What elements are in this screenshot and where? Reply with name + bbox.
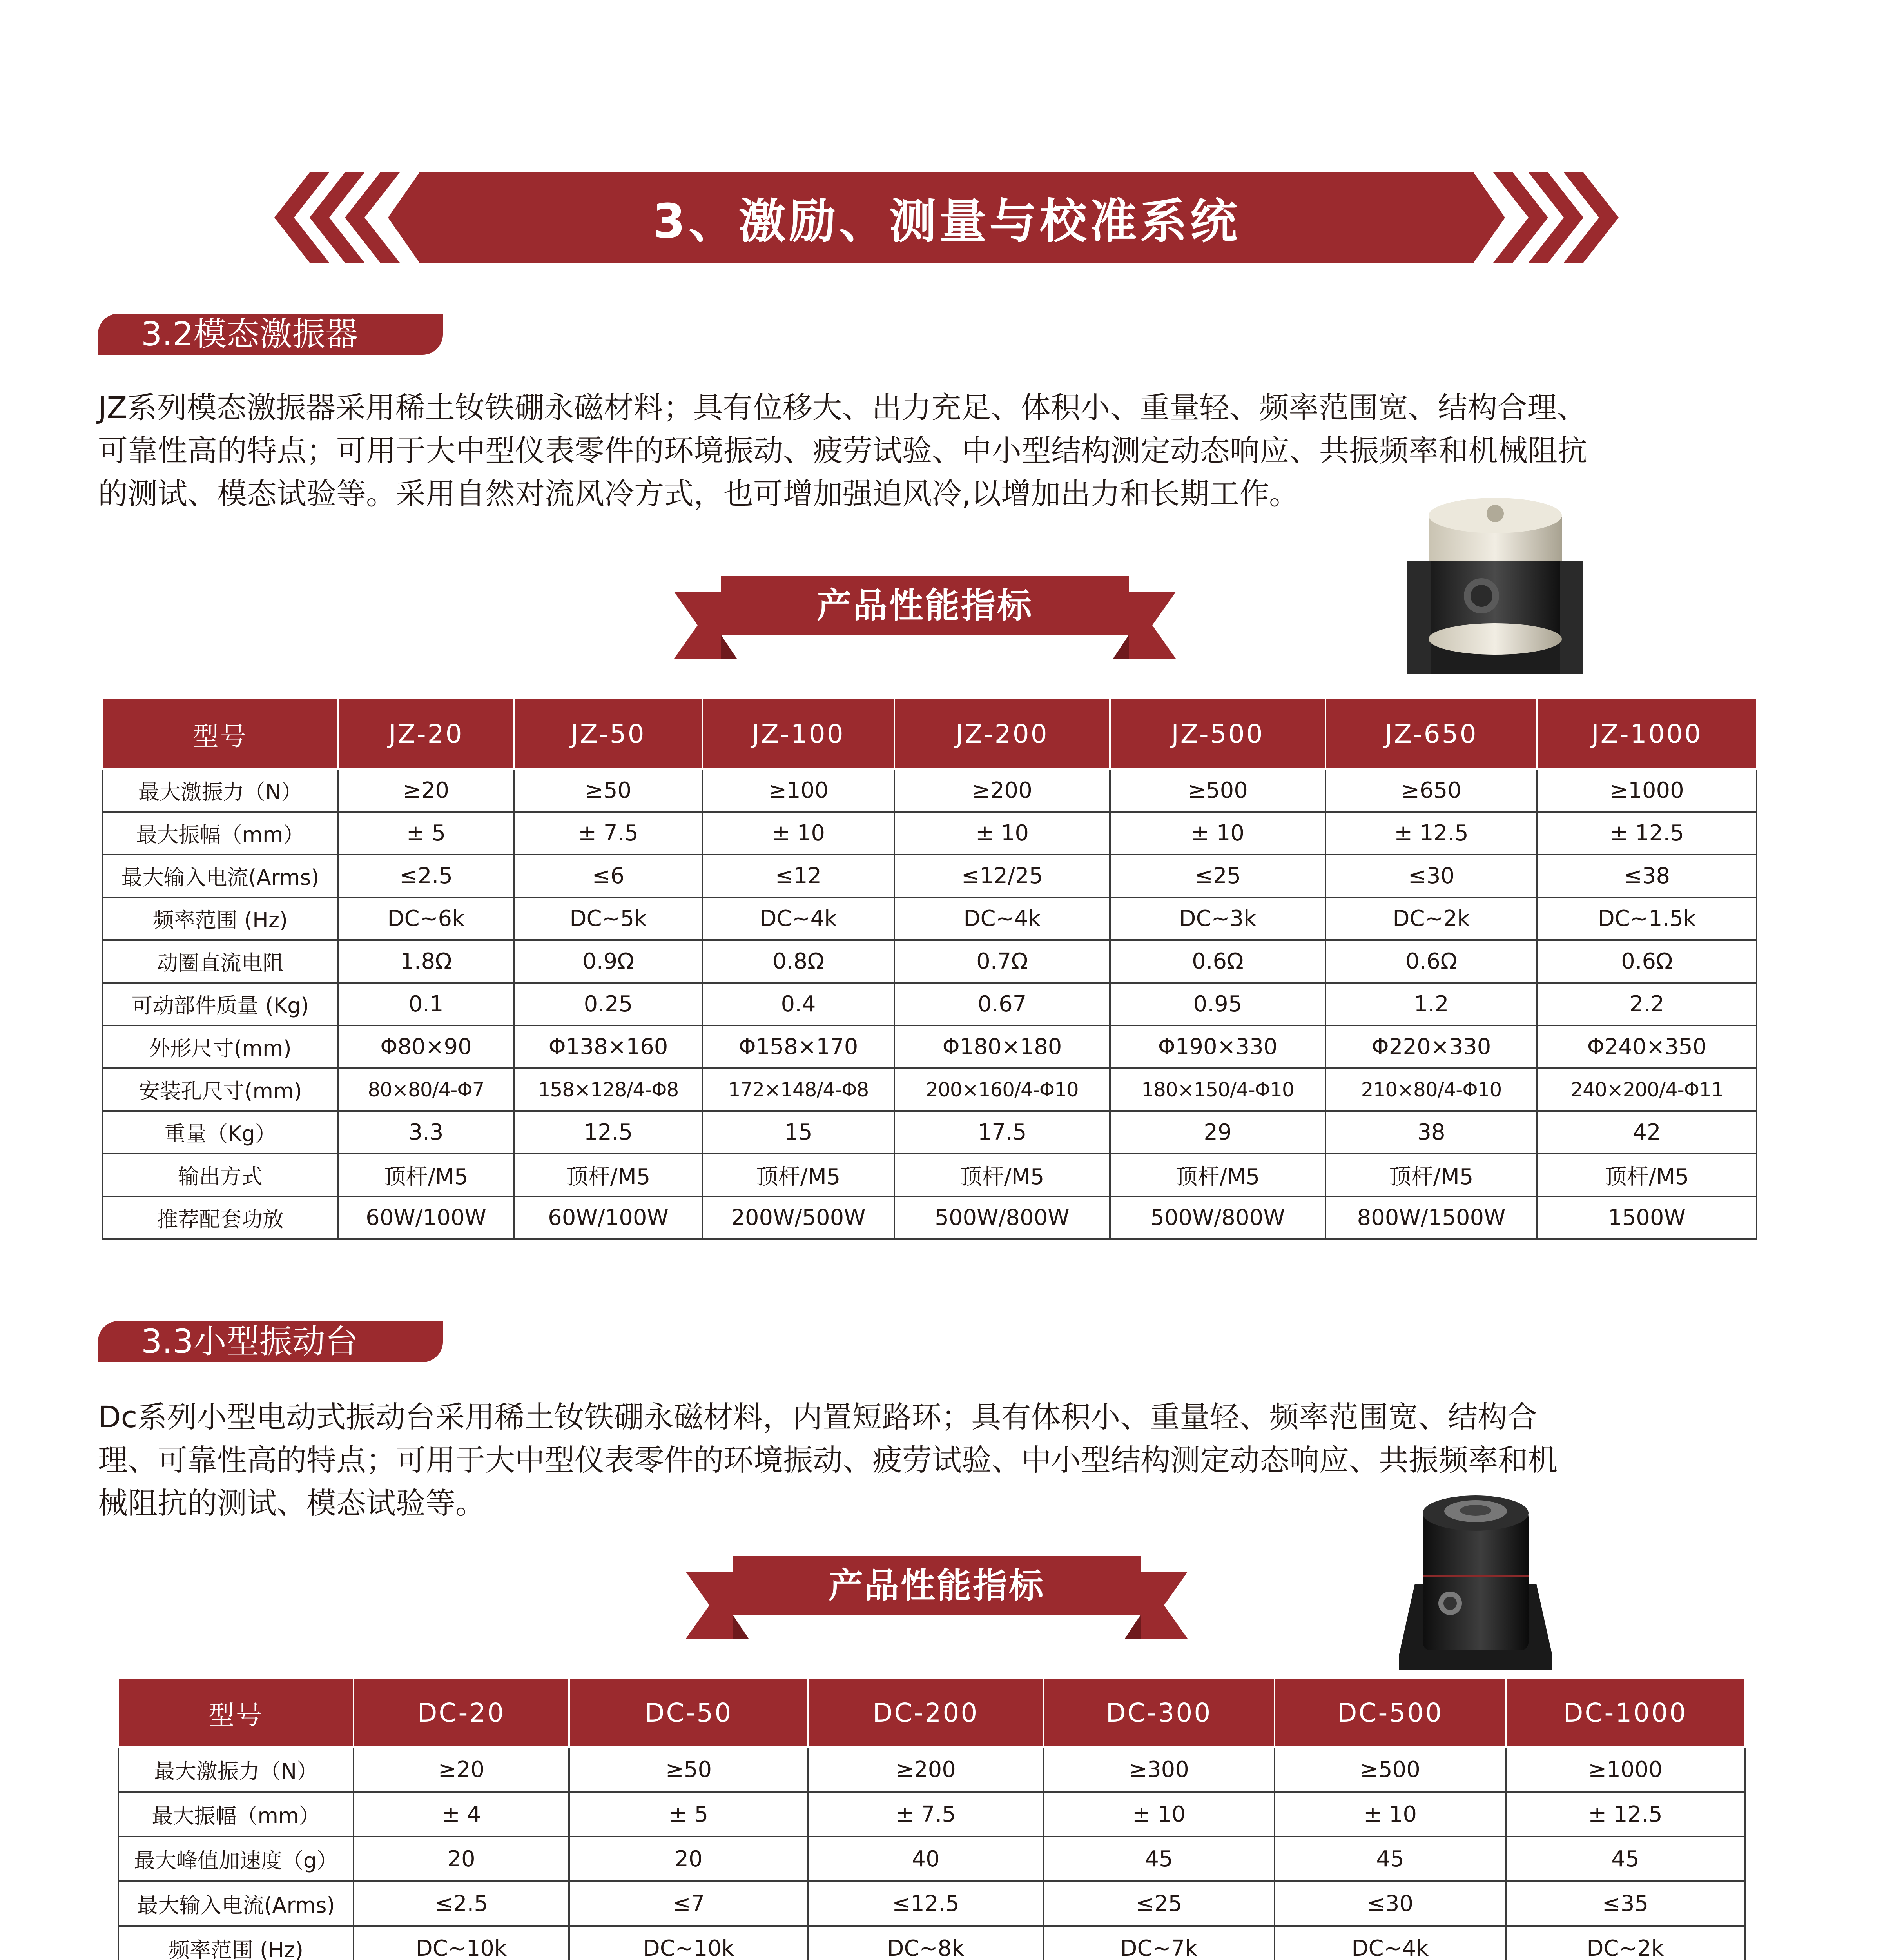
table-cell: ≥200 [894,769,1110,812]
table-cell: ≤7 [569,1881,808,1926]
table-cell: ≥500 [1275,1747,1506,1792]
column-header: DC-500 [1275,1679,1506,1747]
paragraph-line: JZ系列模态激振器采用稀土钕铁硼永磁材料；具有位移大、出力充足、体积小、重量轻、频率范围宽、结构合理、 [98,390,1587,425]
row-label: 频率范围 (Hz) [103,897,338,940]
table-cell: ± 4 [354,1792,569,1837]
table-cell: 45 [1275,1837,1506,1881]
table-cell: Φ220×330 [1325,1025,1537,1068]
table-cell: ± 7.5 [514,812,702,855]
ribbon-label: 产品性能指标 [828,1565,1045,1606]
table-cell: ± 10 [702,812,894,855]
table-cell: DC~2k [1506,1926,1745,1960]
table-cell: DC~10k [354,1926,569,1960]
table-cell: 2.2 [1537,983,1757,1025]
row-label: 最大峰值加速度（g） [118,1837,354,1881]
table-row [103,855,1757,897]
table-row [103,983,1757,1025]
row-label: 可动部件质量 (Kg) [103,983,338,1025]
paragraph-line: 的测试、模态试验等。采用自然对流风冷方式，也可增加强迫风冷,以增加出力和长期工作。 [98,476,1299,511]
table-row [118,1837,1745,1881]
table-cell: 20 [569,1837,808,1881]
row-label: 最大输入电流(Arms) [103,855,338,897]
table-row [103,1068,1757,1111]
table-cell: ± 7.5 [808,1792,1043,1837]
table-row [103,1111,1757,1154]
table-cell: 45 [1043,1837,1275,1881]
table-cell: ≤2.5 [354,1881,569,1926]
table-cell: 60W/100W [338,1196,514,1239]
table-cell: 800W/1500W [1325,1196,1537,1239]
row-label: 最大振幅（mm） [118,1792,354,1837]
table-cell: 1500W [1537,1196,1757,1239]
table-cell: 158×128/4-Φ8 [514,1068,702,1111]
column-header: DC-300 [1043,1679,1275,1747]
table-cell: 15 [702,1111,894,1154]
dc-shaker-image [1399,1486,1552,1670]
table-cell: 3.3 [338,1111,514,1154]
column-header: DC-20 [354,1679,569,1747]
table-cell: ± 12.5 [1325,812,1537,855]
table-cell: DC~6k [338,897,514,940]
table-cell: 0.1 [338,983,514,1025]
dc-table-body [118,1747,1745,1960]
table-cell: 1.2 [1325,983,1537,1025]
table-cell: ± 10 [1275,1792,1506,1837]
table-cell: 80×80/4-Φ7 [338,1068,514,1111]
row-label: 频率范围 (Hz) [118,1926,354,1960]
section-title: 3.3小型振动台 [141,1322,358,1361]
table-cell: ≤25 [1110,855,1325,897]
row-label: 最大激振力（N） [103,769,338,812]
table-cell: DC~8k [808,1926,1043,1960]
table-cell: ≥300 [1043,1747,1275,1792]
section-tag-3-2 [98,314,443,355]
table-cell: 顶杆/M5 [338,1154,514,1196]
table-cell: 60W/100W [514,1196,702,1239]
table-cell: DC~2k [1325,897,1537,940]
column-header: JZ-50 [514,699,702,769]
table-cell: ± 5 [569,1792,808,1837]
column-header: JZ-200 [894,699,1110,769]
table-cell: 0.6Ω [1325,940,1537,983]
table-cell: 20 [354,1837,569,1881]
table-cell: Φ190×330 [1110,1025,1325,1068]
table-cell: 0.8Ω [702,940,894,983]
table-cell: Φ80×90 [338,1025,514,1068]
row-label: 重量（Kg） [103,1111,338,1154]
table-cell: ≥200 [808,1747,1043,1792]
table-cell: ≥1000 [1537,769,1757,812]
table-cell: ≤12/25 [894,855,1110,897]
table-cell: ± 10 [1043,1792,1275,1837]
table-cell: 200×160/4-Φ10 [894,1068,1110,1111]
paragraph-line: Dc系列小型电动式振动台采用稀土钕铁硼永磁材料，内置短路环；具有体积小、重量轻、频率范围宽、结构合 [98,1399,1538,1434]
table-cell: Φ180×180 [894,1025,1110,1068]
row-label: 输出方式 [103,1154,338,1196]
table-cell: ≤30 [1325,855,1537,897]
table-cell: ≤6 [514,855,702,897]
table-cell: 210×80/4-Φ10 [1325,1068,1537,1111]
table-cell: DC~1.5k [1537,897,1757,940]
table-cell: ≤35 [1506,1881,1745,1926]
column-header: DC-1000 [1506,1679,1745,1747]
table-cell: 12.5 [514,1111,702,1154]
row-label: 外形尺寸(mm) [103,1025,338,1068]
table-cell: ≥500 [1110,769,1325,812]
table-cell: 顶杆/M5 [1325,1154,1537,1196]
table-cell: ± 12.5 [1506,1792,1745,1837]
column-header: JZ-500 [1110,699,1325,769]
table-cell: 0.9Ω [514,940,702,983]
table-cell: 0.7Ω [894,940,1110,983]
table-cell: 顶杆/M5 [1537,1154,1757,1196]
table-cell: Φ138×160 [514,1025,702,1068]
column-header: 型号 [103,699,338,769]
table-cell: DC~4k [702,897,894,940]
table-cell: 240×200/4-Φ11 [1537,1068,1757,1111]
table-cell: 顶杆/M5 [702,1154,894,1196]
table-cell: ≥50 [514,769,702,812]
table-row [103,897,1757,940]
table-cell: 0.6Ω [1537,940,1757,983]
table-cell: 0.95 [1110,983,1325,1025]
section-description-3-2 [98,386,1587,515]
table-row [103,769,1757,812]
column-header: JZ-650 [1325,699,1537,769]
jz-spec-table [102,698,1757,1240]
table-cell: ≤2.5 [338,855,514,897]
table-cell: ± 5 [338,812,514,855]
column-header: JZ-100 [702,699,894,769]
row-label: 安装孔尺寸(mm) [103,1068,338,1111]
section-tag-3-3 [98,1321,443,1362]
table-row [118,1747,1745,1792]
table-cell: ≤38 [1537,855,1757,897]
table-row [103,1154,1757,1196]
specs-ribbon-3-3 [686,1544,1188,1639]
paragraph-line: 可靠性高的特点；可用于大中型仪表零件的环境振动、疲劳试验、中小型结构测定动态响应、共振频率和机械阻抗 [98,433,1587,468]
row-label: 动圈直流电阻 [103,940,338,983]
table-cell: 40 [808,1837,1043,1881]
column-header: DC-200 [808,1679,1043,1747]
table-cell: ≥650 [1325,769,1537,812]
table-cell: 500W/800W [894,1196,1110,1239]
table-cell: ≤12.5 [808,1881,1043,1926]
table-header-row [118,1679,1745,1747]
table-cell: 45 [1506,1837,1745,1881]
table-cell: DC~3k [1110,897,1325,940]
table-cell: ± 10 [894,812,1110,855]
paragraph-line: 理、可靠性高的特点；可用于大中型仪表零件的环境振动、疲劳试验、中小型结构测定动态响应、共振频率和机 [98,1443,1558,1477]
column-header: 型号 [118,1679,354,1747]
table-cell: 17.5 [894,1111,1110,1154]
jz-exciter-image [1407,494,1583,678]
table-row [103,940,1757,983]
column-header: DC-50 [569,1679,808,1747]
ribbon-label: 产品性能指标 [816,585,1033,626]
table-cell: ≤25 [1043,1881,1275,1926]
page-title: 3、激励、测量与校准系统 [653,194,1240,249]
table-cell: ≤12 [702,855,894,897]
row-label: 最大激振力（N） [118,1747,354,1792]
table-row [103,1196,1757,1239]
row-label: 最大振幅（mm） [103,812,338,855]
table-header-row [103,699,1757,769]
paragraph-line: 械阻抗的测试、模态试验等。 [98,1486,485,1521]
table-cell: ≥20 [338,769,514,812]
table-cell: ≥20 [354,1747,569,1792]
table-cell: ± 12.5 [1537,812,1757,855]
table-cell: 0.6Ω [1110,940,1325,983]
table-cell: DC~5k [514,897,702,940]
row-label: 最大输入电流(Arms) [118,1881,354,1926]
table-cell: 38 [1325,1111,1537,1154]
table-cell: ≥100 [702,769,894,812]
table-cell: DC~4k [894,897,1110,940]
jz-table-body [103,769,1757,1239]
table-cell: ≤30 [1275,1881,1506,1926]
table-cell: 0.4 [702,983,894,1025]
table-cell: 180×150/4-Φ10 [1110,1068,1325,1111]
specs-ribbon-3-2 [674,564,1176,659]
table-cell: 顶杆/M5 [1110,1154,1325,1196]
table-cell: 顶杆/M5 [514,1154,702,1196]
column-header: JZ-1000 [1537,699,1757,769]
table-row [103,1025,1757,1068]
row-label: 推荐配套功放 [103,1196,338,1239]
table-cell: Φ158×170 [702,1025,894,1068]
table-cell: DC~10k [569,1926,808,1960]
title-banner [251,172,1642,263]
table-cell: 29 [1110,1111,1325,1154]
table-cell: DC~4k [1275,1926,1506,1960]
table-row [118,1881,1745,1926]
table-cell: ≥50 [569,1747,808,1792]
table-cell: 1.8Ω [338,940,514,983]
table-cell: 500W/800W [1110,1196,1325,1239]
table-row [118,1926,1745,1960]
table-cell: 42 [1537,1111,1757,1154]
table-cell: 0.25 [514,983,702,1025]
section-description-3-3 [98,1396,1558,1525]
table-cell: DC~7k [1043,1926,1275,1960]
table-row [118,1792,1745,1837]
column-header: JZ-20 [338,699,514,769]
table-cell: 顶杆/M5 [894,1154,1110,1196]
dc-spec-table [118,1678,1746,1960]
table-cell: ± 10 [1110,812,1325,855]
table-cell: 200W/500W [702,1196,894,1239]
table-cell: ≥1000 [1506,1747,1745,1792]
table-row [103,812,1757,855]
table-cell: Φ240×350 [1537,1025,1757,1068]
section-title: 3.2模态激振器 [141,315,358,353]
table-cell: 172×148/4-Φ8 [702,1068,894,1111]
table-cell: 0.67 [894,983,1110,1025]
